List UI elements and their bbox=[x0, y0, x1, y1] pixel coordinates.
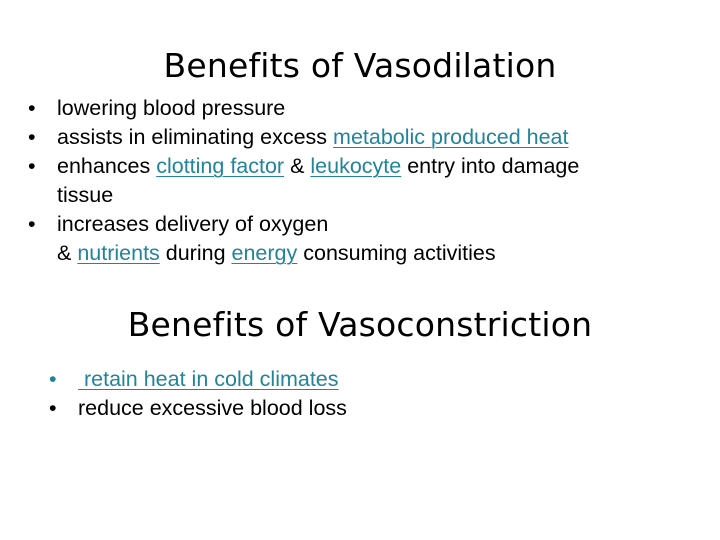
list-item bbox=[28, 123, 708, 152]
bullet-icon: • bbox=[49, 396, 57, 420]
list-item bbox=[28, 94, 708, 123]
metabolic-heat-link[interactable]: metabolic produced heat bbox=[333, 125, 569, 149]
vasodilation-list bbox=[28, 94, 708, 268]
item-text: & bbox=[284, 154, 311, 178]
item-text: enhances bbox=[57, 154, 157, 178]
vasodilation-title: Benefits of Vasodilation bbox=[163, 46, 557, 85]
item-text: tissue bbox=[57, 183, 114, 207]
bullet-icon: • bbox=[28, 212, 36, 236]
item-text: lowering blood pressure bbox=[57, 96, 286, 120]
nutrients-link[interactable]: nutrients bbox=[77, 241, 160, 265]
bullet-icon: • bbox=[49, 367, 57, 391]
vasoconstriction-list bbox=[49, 365, 689, 423]
leukocyte-link[interactable]: leukocyte bbox=[310, 154, 402, 178]
bullet-icon: • bbox=[28, 154, 36, 178]
item-text: reduce excessive blood loss bbox=[78, 396, 347, 420]
energy-link[interactable]: energy bbox=[231, 241, 298, 265]
item-text: entry into damage bbox=[401, 154, 580, 178]
bullet-icon: • bbox=[28, 125, 36, 149]
item-text: & bbox=[57, 241, 78, 265]
list-item[interactable] bbox=[49, 365, 689, 394]
item-text: assists in eliminating excess bbox=[57, 125, 334, 149]
vasoconstriction-title: Benefits of Vasoconstriction bbox=[127, 305, 593, 344]
list-item bbox=[49, 394, 689, 423]
retain-heat-link[interactable]: retain heat in cold climates bbox=[78, 367, 339, 391]
clotting-factor-link[interactable]: clotting factor bbox=[156, 154, 285, 178]
bullet-icon: • bbox=[28, 96, 36, 120]
list-item bbox=[28, 152, 708, 210]
item-text: increases delivery of oxygen bbox=[57, 212, 329, 236]
item-text: during bbox=[159, 241, 232, 265]
list-item bbox=[28, 210, 708, 268]
item-text: consuming activities bbox=[297, 241, 496, 265]
